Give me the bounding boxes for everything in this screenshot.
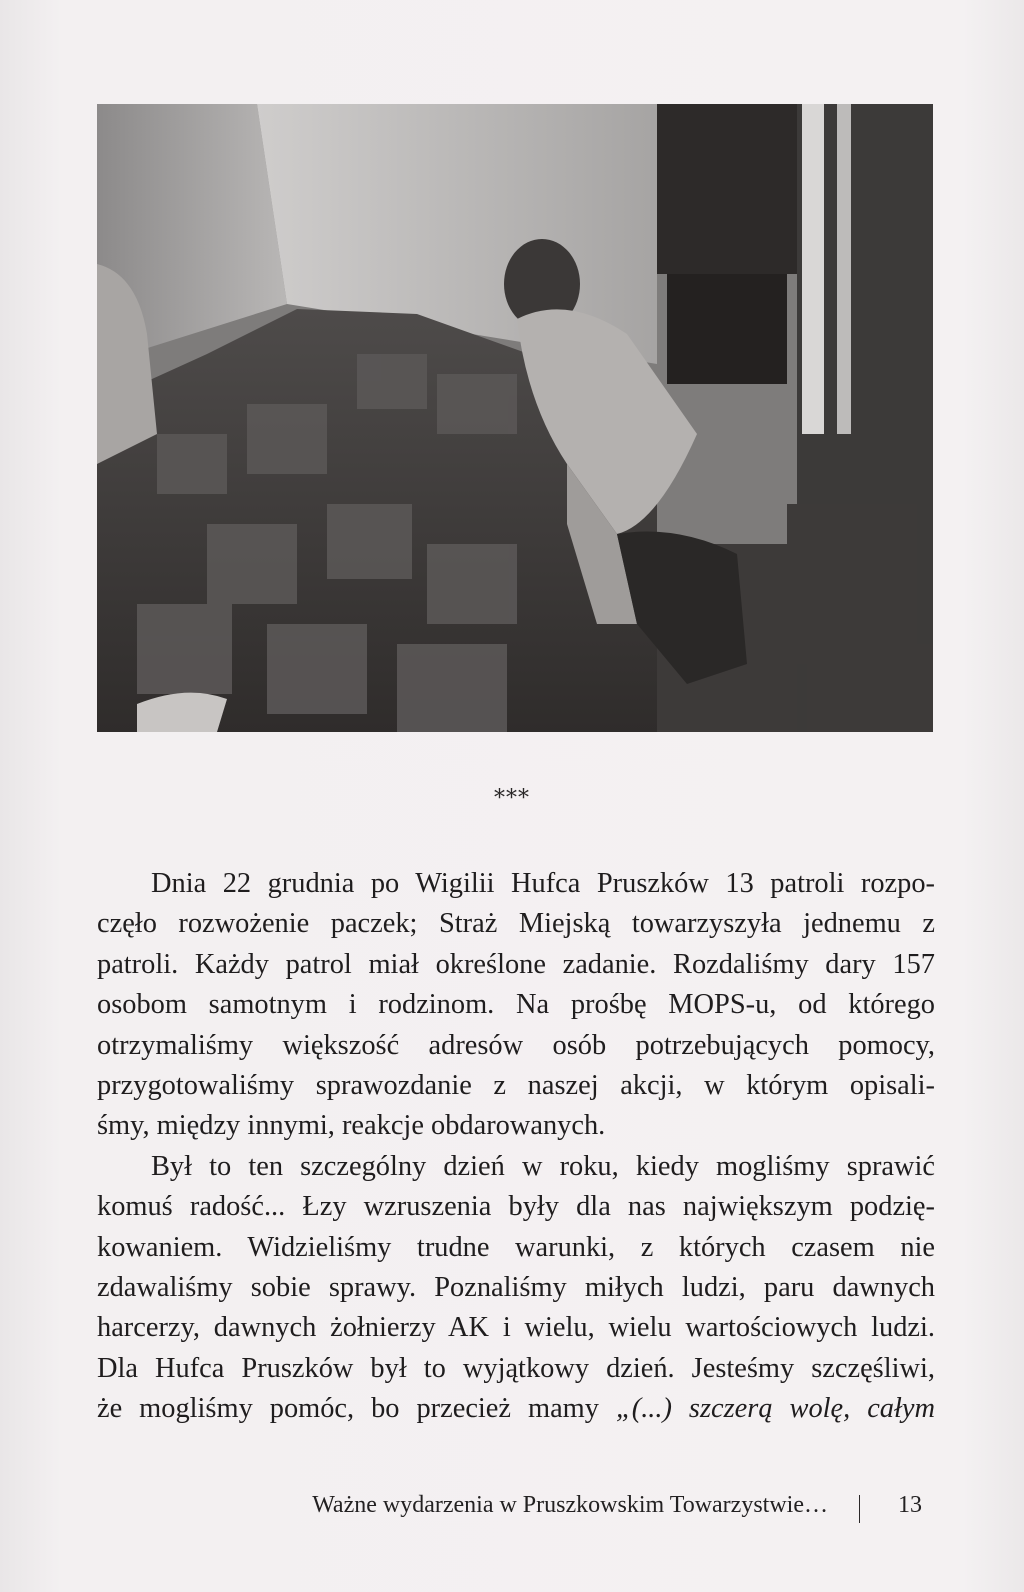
text-run: że mogliśmy pomóc, bo przecież mamy [97, 1393, 616, 1425]
paragraph-2 [97, 1147, 935, 1430]
text-line: śmy, między innymi, reakcje obdarowanych. [97, 1110, 606, 1142]
page-number: 13 [898, 1492, 922, 1518]
section-separator: *** [494, 786, 530, 811]
paragraph-1 [97, 864, 935, 1147]
text-line: Dnia 22 grudnia po Wigilii Hufca Pruszków 13 patroli rozpo- [151, 868, 935, 899]
running-title: Ważne wydarzenia w Pruszkowskim Towarzystwie… [312, 1492, 828, 1518]
text-line: zdawaliśmy sobie sprawy. Poznaliśmy miłych ludzi, paru dawnych [97, 1272, 935, 1304]
text-line-final [97, 1389, 935, 1429]
quote-italic: „(...) szczerą wolę, całym [615, 1393, 935, 1425]
text-line: Był to ten szczególny dzień w roku, kiedy mogliśmy sprawić [151, 1150, 935, 1182]
text-line: Dla Hufca Pruszków był to wyjątkowy dzień. Jesteśmy szczęśliwi, [97, 1352, 935, 1384]
footer-divider [859, 1495, 860, 1523]
text-line: przygotowaliśmy sprawozdanie z naszej akcji, w którym opisali- [97, 1070, 935, 1102]
text-line: kowaniem. Widzieliśmy trudne warunki, z których czasem nie [97, 1231, 935, 1263]
main-text [97, 864, 935, 1430]
text-line: patroli. Każdy patrol miał określone zadanie. Rozdaliśmy dary 157 [97, 948, 935, 980]
text-line: harcerzy, dawnych żołnierzy AK i wielu, wielu wartościowych ludzi. [97, 1312, 935, 1344]
photograph-scouts-with-parcels [97, 104, 933, 732]
text-line: otrzymaliśmy większość adresów osób potrzebujących pomocy, [97, 1029, 935, 1061]
text-line: częło rozwożenie paczek; Straż Miejską towarzyszyła jednemu z [97, 908, 935, 940]
text-line: osobom samotnym i rodzinom. Na prośbę MOPS-u, od którego [97, 989, 935, 1021]
text-line: komuś radość... Łzy wzruszenia były dla nas największym podzię- [97, 1191, 935, 1223]
